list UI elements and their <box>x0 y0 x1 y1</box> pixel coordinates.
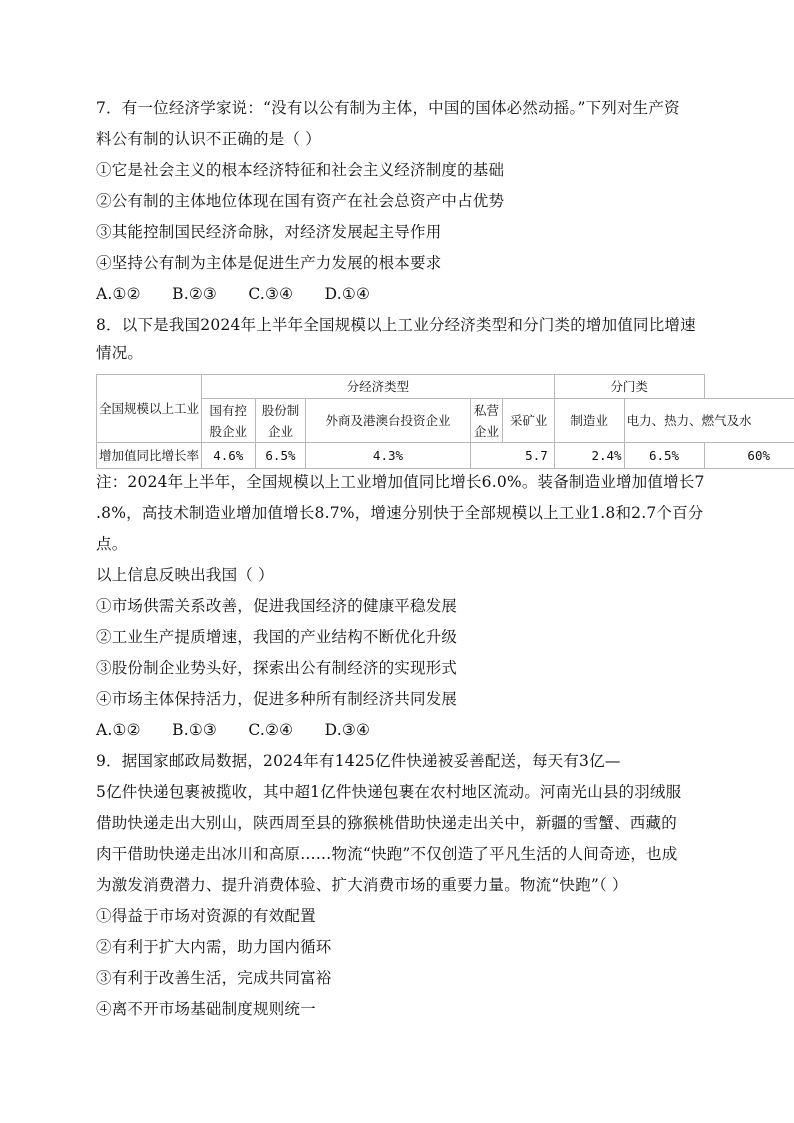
table-header-manufacturing: 制造业 <box>554 399 624 443</box>
table-value-joint-stock: 6.5% <box>255 443 306 469</box>
q7-stem-line2: 料公有制的认识不正确的是（ ） <box>96 130 321 148</box>
q8-data-table <box>96 374 794 469</box>
q8-item-2: ②工业生产提质增速，我国的产业结构不断优化升级 <box>96 628 458 646</box>
q7-item-4: ④坚持公有制为主体是促进生产力发展的根本要求 <box>96 254 442 272</box>
q8-item-4: ④市场主体保持活力，促进多种所有制经济共同发展 <box>96 690 458 708</box>
q7-item-2: ②公有制的主体地位体现在国有资产在社会总资产中占优势 <box>96 192 505 210</box>
table-header-joint-stock: 股份制企业 <box>255 399 306 443</box>
q9-line5: 为激发消费潜力、提升消费体验、扩大消费市场的重要力量。物流“快跑”（ ） <box>96 876 628 894</box>
q9-line2: 5亿件快递包裹被揽收，其中超1亿件快递包裹在农村地区流动。河南光山县的羽绒服 <box>96 783 682 801</box>
table-header-foreign: 外商及港澳台投资企业 <box>306 399 470 443</box>
q8-question: 以上信息反映出我国（ ） <box>96 566 274 584</box>
q8-note-line3: 点。 <box>96 535 128 553</box>
q9-line1: 9．据国家邮政局数据，2024年有1425亿件快递被妥善配送，每天有3亿— <box>96 752 621 770</box>
q9-line4: 肉干借助快递走出冰川和高原……物流“快跑”不仅创造了平凡生活的人间奇迹，也成 <box>96 845 678 863</box>
table-value-manufacturing: 6.5% <box>624 443 704 469</box>
table-value-private: 5.7 <box>470 443 554 469</box>
table-group-sector: 分门类 <box>554 375 704 399</box>
q8-options: A.①② B.①③ C.②④ D.③④ <box>96 721 371 739</box>
table-value-foreign: 4.3% <box>306 443 470 469</box>
table-header-utilities: 电力、热力、燃气及水 <box>624 399 794 443</box>
table-empty-cell <box>704 375 794 399</box>
table-group-economic: 分经济类型 <box>202 375 555 399</box>
table-value-mining: 2.4% <box>554 443 624 469</box>
q7-item-1: ①它是社会主义的根本经济特征和社会主义经济制度的基础 <box>96 161 505 179</box>
q8-item-3: ③股份制企业势头好，探索出公有制经济的实现形式 <box>96 659 458 677</box>
table-header-private: 私营企业 <box>470 399 503 443</box>
q7-item-3: ③其能控制国民经济命脉，对经济发展起主导作用 <box>96 223 442 241</box>
table-corner-header: 全国规模以上工业 <box>97 375 202 443</box>
q8-stem-line1: 8．以下是我国2024年上半年全国规模以上工业分经济类型和分门类的增加值同比增速 <box>96 316 696 334</box>
q7-stem-line1: 7．有一位经济学家说：“没有以公有制为主体，中国的国体必然动摇。”下列对生产资 <box>96 99 680 117</box>
q9-item-2: ②有利于扩大内需，助力国内循环 <box>96 938 332 956</box>
q9-item-1: ①得益于市场对资源的有效配置 <box>96 907 316 925</box>
table-row-label: 增加值同比增长率 <box>97 443 202 469</box>
q8-stem-line2: 情况。 <box>96 344 144 362</box>
q8-note-line2: .8%，高技术制造业增加值增长8.7%，增速分别快于全部规模以上工业1.8和2.7个百分 <box>96 504 704 522</box>
q8-note-line1: 注：2024年上半年，全国规模以上工业增加值同比增长6.0%。装备制造业增加值增长7 <box>96 473 705 491</box>
table-header-mining: 采矿业 <box>503 399 554 443</box>
q7-options: A.①② B.②③ C.③④ D.①④ <box>96 285 371 303</box>
q9-item-4: ④离不开市场基础制度规则统一 <box>96 1000 316 1018</box>
q9-line3: 借助快递走出大别山，陕西周至县的猕猴桃借助快递走出关中，新疆的雪蟹、西藏的 <box>96 814 677 832</box>
table-value-utilities: 60% <box>704 443 794 469</box>
table-header-state-owned: 国有控股企业 <box>202 399 256 443</box>
q9-item-3: ③有利于改善生活，完成共同富裕 <box>96 969 332 987</box>
table-value-state-owned: 4.6% <box>202 443 256 469</box>
q8-item-1: ①市场供需关系改善，促进我国经济的健康平稳发展 <box>96 597 458 615</box>
